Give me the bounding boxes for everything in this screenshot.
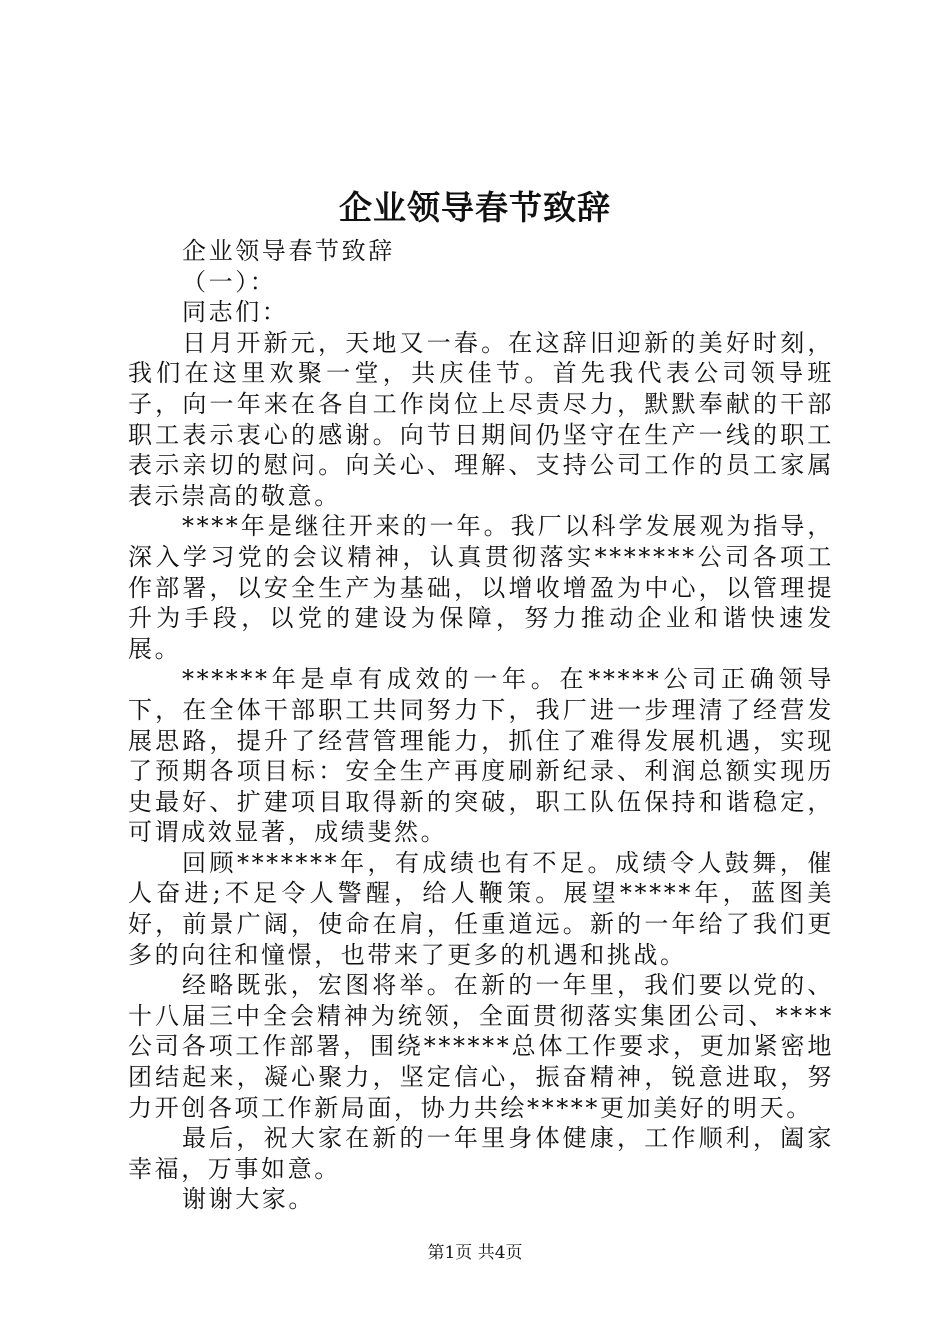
paragraph: 回顾*******年，有成绩也有不足。成绩令人鼓舞，催人奋进;不足令人警醒，给人鞭策。展望*****年，蓝图美好，前景广阔，使命在肩，任重道远。新的一年给了我们更多的向往和憧憬，也带来了更多的机遇和挑战。 bbox=[128, 848, 834, 969]
paragraph: 日月开新元，天地又一春。在这辞旧迎新的美好时刻，我们在这里欢聚一堂，共庆佳节。首先我代表公司领导班子，向一年来在各自工作岗位上尽责尽力，默默奉献的干部职工表示衷心的感谢。向节日期间仍坚守在生产一线的职工表示亲切的慰问。向关心、理解、支持公司工作的员工家属表示崇高的敬意。 bbox=[128, 328, 834, 510]
document-body bbox=[128, 236, 834, 1215]
paragraph-salutation: 同志们： bbox=[182, 298, 289, 327]
paragraph-subtitle: 企业领导春节致辞 bbox=[182, 237, 395, 265]
paragraph: 经略既张，宏图将举。在新的一年里，我们要以党的、十八届三中全会精神为统领，全面贯彻落实集团公司、****公司各项工作部署，围绕******总体工作要求，更加紧密地团结起来，凝心聚力，坚定信心，振奋精神，锐意进取，努力开创各项工作新局面，协力共绘*****更加美好的明天。 bbox=[128, 971, 834, 1122]
document-title: 企业领导春节致辞 bbox=[339, 188, 611, 227]
paragraph-closing-wish: 最后，祝大家在新的一年里身体健康，工作顺利，阖家幸福，万事如意。 bbox=[128, 1124, 834, 1183]
paragraph-thanks: 谢谢大家。 bbox=[182, 1185, 315, 1214]
paragraph-section-number: （一）： bbox=[182, 267, 277, 296]
page-number-footer: 第1页 共4页 bbox=[427, 1243, 523, 1263]
paragraph: ******年是卓有成效的一年。在*****公司正确领导下，在全体干部职工共同努力下，我厂进一步理清了经营发展思路，提升了经营管理能力，抓住了难得发展机遇，实现了预期各项目标：安全生产再度刷新纪录、利润总额实现历史最好、扩建项目取得新的突破，职工队伍保持和谐稳定，可谓成效显著，成绩斐然。 bbox=[128, 665, 834, 847]
paragraph: ****年是继往开来的一年。我厂以科学发展观为指导，深入学习党的会议精神，认真贯彻落实*******公司各项工作部署，以安全生产为基础，以增收增盈为中心，以管理提升为手段，以党的建设为保障，努力推动企业和谐快速发展。 bbox=[128, 512, 834, 663]
